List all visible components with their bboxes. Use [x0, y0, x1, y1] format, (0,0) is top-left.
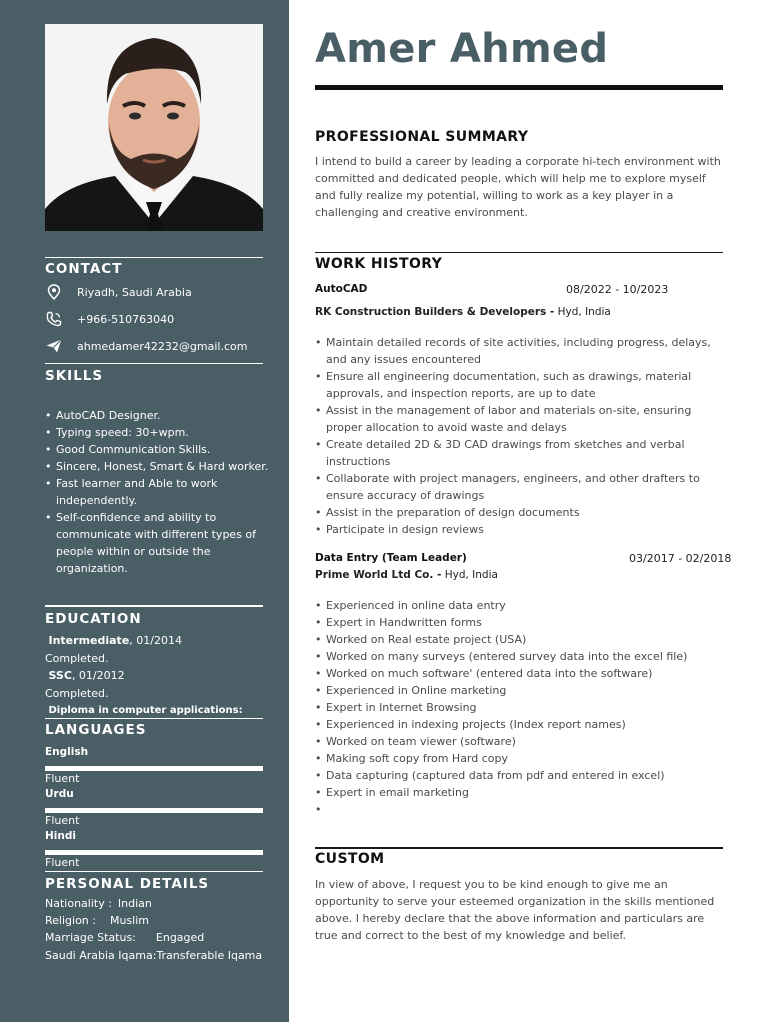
list-item: • Maintain detailed records of site activities, including progress, delays, and any issues encountered	[315, 334, 725, 368]
education-date: , 01/2014	[129, 634, 182, 647]
list-item: • Good Communication Skills.	[45, 441, 270, 458]
contact-heading: CONTACT	[45, 261, 123, 277]
contact-location	[45, 284, 192, 300]
job-duties-list	[315, 334, 725, 538]
contact-phone[interactable]	[45, 311, 174, 327]
name-divider	[315, 85, 723, 90]
candidate-name: Amer Ahmed	[315, 26, 609, 72]
work-divider	[315, 252, 723, 253]
nationality-row: Nationality : Indian	[45, 897, 152, 910]
personal-top-divider	[45, 871, 263, 872]
education-degree: Intermediate	[48, 634, 130, 647]
list-item: • Making soft copy from Hard copy	[315, 750, 725, 767]
education-list	[45, 632, 270, 720]
contact-email[interactable]	[45, 338, 247, 354]
language-level: Fluent	[45, 814, 80, 827]
summary-text: I intend to build a career by leading a corporate hi-tech environment with committed and dedicated people, which will help me to explore myself and fully realize my potential, willing to work as a key player in a challenging and creative environment.	[315, 155, 721, 219]
languages-top-divider	[45, 718, 263, 719]
portrait-illustration	[45, 24, 263, 231]
language-proficiency-bar	[45, 850, 263, 855]
profile-photo	[45, 24, 263, 231]
list-item: • Experienced in Online marketing	[315, 682, 725, 699]
list-item: • Worked on many surveys (entered survey data into the excel file)	[315, 648, 725, 665]
skills-heading: SKILLS	[45, 368, 104, 384]
list-item: • Experienced in indexing projects (Index report names)	[315, 716, 725, 733]
education-date: , 01/2012	[71, 669, 125, 682]
location-text: Riyadh, Saudi Arabia	[77, 285, 192, 299]
language-proficiency-bar	[45, 808, 263, 813]
list-item: • Fast learner and Able to work independently.	[45, 475, 270, 509]
religion-row: Religion : Muslim	[45, 914, 150, 928]
list-item	[315, 801, 725, 818]
list-item: • Assist in the management of labor and materials on-site, ensuring proper allocation to avoid waste and delays	[315, 402, 725, 436]
education-entry	[45, 667, 270, 685]
phone-text: +966-510763040	[77, 312, 175, 326]
education-status: Completed.	[45, 686, 109, 700]
list-item: • Assist in the preparation of design documents	[315, 504, 725, 521]
list-item: • Typing speed: 30+wpm.	[45, 424, 270, 441]
sidebar	[0, 0, 289, 1022]
languages-heading: LANGUAGES	[45, 722, 147, 738]
skills-top-divider	[45, 363, 263, 364]
job-company: RK Construction Builders & Developers - Hyd, India	[315, 306, 611, 318]
language-name: Hindi	[45, 830, 76, 842]
job-duties-list	[315, 597, 725, 818]
job-title: AutoCAD	[315, 283, 368, 295]
list-item: • Expert in email marketing	[315, 784, 725, 801]
send-icon	[45, 338, 63, 354]
phone-icon	[45, 311, 63, 327]
list-item: • Expert in Internet Browsing	[315, 699, 725, 716]
personal-details	[45, 895, 262, 964]
language-name: Urdu	[45, 788, 74, 800]
summary-heading: PROFESSIONAL SUMMARY	[315, 129, 529, 145]
list-item: • Worked on Real estate project (USA)	[315, 631, 725, 648]
personal-heading: PERSONAL DETAILS	[45, 876, 210, 892]
education-status: Completed.	[45, 651, 109, 665]
list-item: • Worked on team viewer (software)	[315, 733, 725, 750]
list-item: • Expert in Handwritten forms	[315, 614, 725, 631]
education-heading: EDUCATION	[45, 611, 142, 627]
language-proficiency-bar	[45, 766, 263, 771]
education-extra: Diploma in computer applications:	[48, 705, 243, 716]
marriage-row: Marriage Status: Engaged	[45, 931, 205, 945]
education-top-divider	[45, 605, 263, 607]
list-item: • Self-confidence and ability to communicate with different types of people within or outside the organization.	[45, 509, 270, 577]
job-company: Prime World Ltd Co. - Hyd, India	[315, 569, 498, 581]
language-level: Fluent	[45, 772, 80, 785]
education-degree: SSC	[48, 669, 72, 682]
email-text: ahmedamer42232@gmail.com	[77, 339, 248, 353]
list-item: • AutoCAD Designer.	[45, 407, 270, 424]
iqama-row: Saudi Arabia Iqama: Transferable Iqama	[45, 948, 263, 962]
education-entry	[45, 632, 270, 650]
language-name: English	[45, 746, 89, 758]
custom-divider	[315, 847, 723, 849]
list-item: • Collaborate with project managers, engineers, and other drafters to ensure accuracy of drawings	[315, 470, 725, 504]
job-title: Data Entry (Team Leader)	[315, 552, 467, 564]
job-dates: 03/2017 - 02/2018	[629, 552, 732, 565]
custom-text: In view of above, I request you to be kind enough to give me an opportunity to serve your esteemed organization in the skills mentioned above. I hereby declare that the above information and particulars are true and correct to the best of my knowledge and belief.	[315, 878, 715, 942]
list-item: • Data capturing (captured data from pdf and entered in excel)	[315, 767, 725, 784]
contact-top-divider	[45, 257, 263, 258]
language-level: Fluent	[45, 856, 80, 869]
work-heading: WORK HISTORY	[315, 256, 443, 272]
list-item: • Experienced in online data entry	[315, 597, 725, 614]
list-item: • Ensure all engineering documentation, such as drawings, material approvals, and inspection reports, are up to date	[315, 368, 725, 402]
job-dates: 08/2022 - 10/2023	[566, 283, 669, 296]
skills-list	[45, 407, 270, 577]
list-item: • Create detailed 2D & 3D CAD drawings from sketches and verbal instructions	[315, 436, 725, 470]
custom-heading: CUSTOM	[315, 851, 385, 867]
list-item: • Sincere, Honest, Smart & Hard worker.	[45, 458, 270, 475]
list-item: • Participate in design reviews	[315, 521, 725, 538]
list-item: • Worked on much software' (entered data into the software)	[315, 665, 725, 682]
location-pin-icon	[45, 284, 63, 300]
